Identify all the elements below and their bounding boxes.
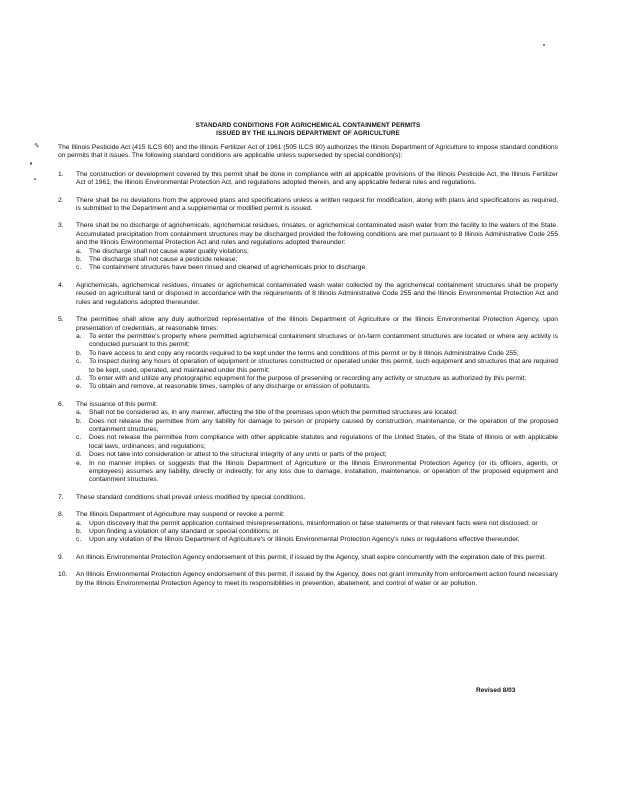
subitem-letter: e. — [76, 459, 82, 467]
condition-text: The Illinois Department of Agriculture may suspend or revoke a permit: — [76, 511, 285, 519]
subitem-text: Does not take into consideration or attest to the structural integrity of any units or parts of the project; — [89, 451, 387, 459]
condition-item — [58, 316, 558, 392]
scan-speck — [30, 162, 32, 165]
scan-speck — [34, 178, 36, 180]
subitem-text: To enter with and utilize any photographic equipment for the purpose of preserving or recording any activity or structure as authorized by this permit; — [89, 374, 527, 382]
condition-text: There shall be no deviations from the approved plans and specifications unless a written request for modification, along with plans and specifications as required, is submitted to the Department and a supplemental or modified permit is issued. — [76, 196, 558, 213]
condition-subitem — [76, 383, 558, 391]
condition-item — [58, 494, 558, 502]
condition-body — [76, 571, 558, 588]
condition-item — [58, 282, 558, 307]
condition-subitem — [76, 536, 558, 544]
condition-body — [76, 197, 558, 214]
subitem-letter: c. — [76, 434, 82, 442]
document-body — [58, 122, 558, 597]
subitem-text: The discharge shall not cause water quality violations; — [89, 247, 249, 255]
subitem-letter: e. — [76, 383, 82, 391]
subitem-letter: a. — [76, 332, 82, 340]
subitem-text: Shall not be considered as, in any manner, affecting the title of the premises upon which the permitted structures are located; — [89, 409, 459, 417]
subitem-letter: b. — [76, 256, 82, 264]
condition-subitem — [76, 528, 558, 536]
subitem-text: Upon finding a violation of any standard or special conditions; or — [89, 528, 279, 536]
revision-note: Revised 8/03 — [476, 687, 516, 694]
subitem-letter: c. — [76, 358, 82, 366]
condition-item — [58, 571, 558, 588]
condition-number: 8. — [58, 511, 64, 519]
subitem-text: To inspect during any hours of operation of equipment or structures constructed or operated under this permit, such equipment and structures that are required to be kept, used, operated, and maintained under this permit; — [89, 358, 558, 374]
condition-item — [58, 222, 558, 272]
condition-text: The construction or development covered by this permit shall be done in compliance with all applicable provisions of the Illinois Pesticide Act, the Illinois Fertilizer Act of 1961, the Illinois Environmental Protection Act, and regulations adopted therein, and any applicable federal rules and regulations. — [76, 170, 558, 187]
condition-body — [76, 494, 558, 502]
subitem-text: The containment structures have been rinsed and cleaned of agrichemicals prior to discharge. — [89, 264, 368, 272]
subitem-letter: a. — [76, 409, 82, 417]
subitem-text: The discharge shall not cause a pesticide release; — [89, 256, 238, 264]
condition-text: Agrichemicals, agrichemical residues, rinsates or agrichemical contaminated wash water collected by the agrichemical containment structures shall be properly reused on agricultural land or disposed in accordance with the requirements of 8 Illinois Administrative Code 255 and the Illinois Environmental Protection Act and rules and regulations adopted thereunder. — [76, 281, 558, 306]
condition-text: There shall be no discharge of agrichemicals, agrichemical residues, rinsates, or agrichemical contaminated wash water from the facility to the waters of the State. Accumulated precipitation from containment structures may be discharged provided the following conditions are met pursuant to 8 Illinois Administrative Code 255 and the Illinois Environmental Protection Act and rules and regulations adopted thereunder: — [76, 222, 558, 247]
condition-number: 1. — [58, 170, 64, 178]
condition-number: 6. — [58, 400, 64, 408]
subitem-letter: b. — [76, 417, 82, 425]
condition-body — [76, 511, 558, 545]
condition-text: These standard conditions shall prevail unless modified by special conditions. — [76, 493, 306, 501]
condition-number: 5. — [58, 316, 64, 324]
subitem-letter: b. — [76, 349, 82, 357]
condition-text: The issuance of this permit: — [76, 400, 158, 408]
title-line-1: STANDARD CONDITIONS FOR AGRICHEMICAL CONTAINMENT PERMITS — [195, 122, 421, 129]
condition-subitem — [76, 418, 558, 435]
condition-number: 7. — [58, 493, 64, 501]
scan-speck — [543, 44, 545, 46]
condition-item — [58, 197, 558, 214]
condition-number: 2. — [58, 196, 64, 204]
subitem-text: Does not release the permittee from any liability for damage to person or property caused by construction, maintenance, or the operation of the proposed containment structures; — [89, 417, 558, 433]
subitem-letter: c. — [76, 536, 82, 544]
condition-subitem — [76, 460, 558, 485]
condition-subitem — [76, 434, 558, 451]
condition-body — [76, 171, 558, 188]
condition-item — [58, 401, 558, 485]
subitem-letter: d. — [76, 374, 82, 382]
subitem-letter: a. — [76, 519, 82, 527]
condition-body — [76, 222, 558, 272]
condition-body — [76, 282, 558, 307]
condition-text: The permittee shall allow any duly authorized representative of the Illinois Department of Agriculture or the Illinois Environmental Protection Agency, upon presentation of credentials, at reasonable times: — [76, 316, 558, 332]
condition-number: 4. — [58, 281, 64, 289]
condition-item — [58, 511, 558, 545]
condition-body — [76, 554, 558, 562]
subitem-text: To obtain and remove, at reasonable times, samples of any discharge or emission of pollutants. — [89, 383, 371, 391]
condition-subitem — [76, 350, 558, 358]
document-title — [58, 122, 558, 138]
condition-subitem — [76, 451, 558, 459]
condition-number: 10. — [58, 571, 68, 579]
subitem-letter: c. — [76, 264, 82, 272]
subitem-text: Upon any violation of the Illinois Department of Agriculture's or Illinois Environmental Protection Agency's rules or regulations effective thereunder. — [89, 536, 520, 544]
condition-item — [58, 554, 558, 562]
condition-body — [76, 316, 558, 392]
condition-subitem — [76, 358, 558, 375]
subitem-text: In no manner implies or suggests that the Illinois Department of Agriculture or the Illinois Environmental Protection Agency (or its officers, agents, or employees) assumes any liability, directly or indirectly, for any loss due to damage, installation, maintenance, or operation of the proposed equipment and containment structures. — [89, 459, 558, 484]
condition-subitem — [76, 248, 558, 256]
condition-subitem — [76, 409, 558, 417]
condition-subitem — [76, 375, 558, 383]
condition-subitem — [76, 520, 558, 528]
condition-text: An Illinois Environmental Protection Agency endorsement of this permit, if issued by the Agency, shall expire concurrently with the expiration date of this permit. — [76, 553, 547, 561]
subitem-letter: b. — [76, 528, 82, 536]
subitem-text: Does not release the permittee from compliance with other applicable statutes and regulations of the United States, of the State of Illinois or with applicable local laws, ordinances, and regulations; — [89, 434, 558, 450]
condition-number: 3. — [58, 222, 64, 230]
subitem-letter: d. — [76, 451, 82, 459]
title-line-2: ISSUED BY THE ILLINOIS DEPARTMENT OF AGRICULTURE — [216, 130, 400, 137]
condition-item — [58, 171, 558, 188]
intro-paragraph: The Illinois Pesticide Act (415 ILCS 60) and the Illinois Fertilizer Act of 1961 (505 ILCS 80) authorizes the Illinois Department of Agriculture to impose standard conditions on permits that it issues. The following standard conditions are applicable unless superseded by special condition(s): — [58, 144, 558, 160]
scan-mark-icon: ✎ — [34, 143, 40, 150]
condition-subitem — [76, 256, 558, 264]
condition-number: 9. — [58, 553, 64, 561]
subitem-text: To have access to and copy any records required to be kept under the terms and conditions of this permit or by 8 Illinois Administrative Code 255; — [89, 349, 519, 357]
subitem-letter: a. — [76, 247, 82, 255]
condition-text: An Illinois Environmental Protection Agency endorsement of this permit, if issued by the Agency, does not grant immunity from enforcement action found necessary by the Illinois Environmental Protection Agency to meet its responsibilities in prevention, abatement, and control of water or air pollution. — [76, 571, 558, 587]
subitem-text: To enter the permittee's property where permitted agrichemical containment structures or on-farm containment structures are located or where any activity is conducted pursuant to this permit; — [89, 332, 558, 349]
conditions-list — [58, 171, 558, 588]
condition-body — [76, 401, 558, 485]
subitem-text: Upon discovery that the permit application contained misrepresentations, misinformation or false statements or that relevant facts were not disclosed; or — [89, 519, 538, 527]
condition-subitem — [76, 264, 558, 272]
condition-subitem — [76, 333, 558, 350]
